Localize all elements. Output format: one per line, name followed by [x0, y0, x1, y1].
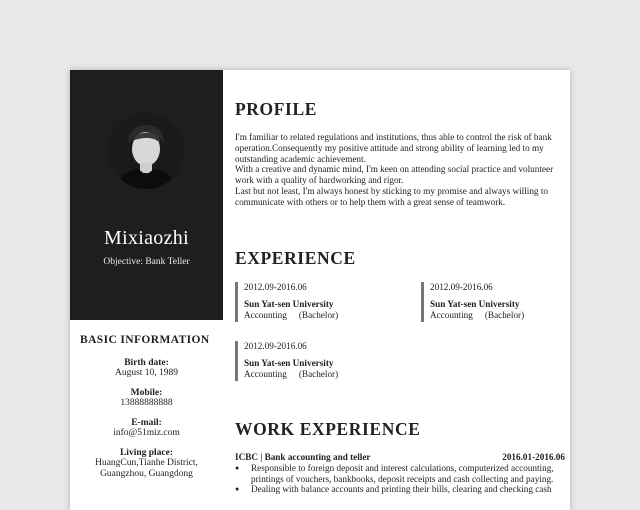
birth-date-label: Birth date: — [124, 358, 169, 368]
profile-text — [235, 132, 565, 208]
experience-degree-type: (Bachelor) — [484, 310, 525, 320]
experience-school: Sun Yat-sen University — [244, 299, 334, 309]
experience-title: EXPERIENCE — [235, 248, 356, 268]
email-label: E-mail: — [131, 418, 162, 428]
experience-degree — [244, 369, 338, 380]
experience-major: Accounting — [244, 369, 287, 379]
email-field — [70, 418, 223, 439]
experience-degree-type: (Bachelor) — [298, 310, 339, 320]
work-duty-item: ● Dealing with balance accounts and printing their bills, clearing and checking cash — [251, 484, 570, 495]
work-duties-list — [235, 463, 570, 495]
resume-page — [70, 70, 570, 510]
experience-degree — [430, 310, 524, 321]
profile-paragraph: With a creative and dynamic mind, I'm keen on attending social practice and volunteer work with a quality of hardworking and rigor. — [235, 164, 554, 186]
work-job-title: ICBC | Bank accounting and teller — [235, 452, 371, 462]
experience-date: 2012.09-2016.06 — [244, 282, 307, 292]
work-duty-item: ● Responsible to foreign deposit and interest calculations, computerized accounting, printings of vouchers, bankbooks, deposit receipts and cash collecting and paying. — [251, 463, 570, 484]
candidate-name: Mixiaozhi — [104, 227, 189, 249]
work-experience-title: WORK EXPERIENCE — [235, 419, 421, 439]
basic-information-section — [70, 320, 223, 480]
work-period: 2016.01-2016.06 — [502, 452, 565, 462]
experience-degree — [244, 310, 338, 321]
mobile-label: Mobile: — [130, 388, 163, 398]
profile-paragraph: Last but not least, I'm always honest by sticking to my promise and always willing to communicate with others or to help them with a great sense of teamwork. — [235, 185, 548, 207]
experience-date: 2012.09-2016.06 — [430, 282, 493, 292]
experience-entry — [235, 341, 338, 381]
living-place-label: Living place: — [119, 448, 174, 458]
birth-date-value: August 10, 1989 — [114, 368, 179, 378]
profile-title: PROFILE — [235, 99, 317, 119]
experience-major: Accounting — [244, 310, 287, 320]
experience-entry — [421, 282, 524, 322]
mobile-field — [70, 388, 223, 409]
living-place-line: HuangCun,Tianhe District, — [95, 458, 198, 468]
experience-major: Accounting — [430, 310, 473, 320]
profile-paragraph: I'm familiar to related regulations and institutions, thus able to control the risk of bank operation.Consequently my positive attitude and strong ability of learning led to my outstanding academic achievement. — [235, 132, 552, 164]
objective-text: Objective: Bank Teller — [103, 257, 190, 267]
work-entry-header — [235, 452, 565, 462]
living-place-line: Guangzhou, Guangdong — [100, 469, 193, 479]
basic-information-title: BASIC INFORMATION — [80, 334, 210, 346]
sidebar-header — [70, 70, 223, 320]
experience-school: Sun Yat-sen University — [430, 299, 520, 309]
experience-school: Sun Yat-sen University — [244, 358, 334, 368]
experience-date: 2012.09-2016.06 — [244, 341, 307, 351]
birth-date-field — [70, 358, 223, 379]
experience-degree-type: (Bachelor) — [298, 369, 339, 379]
mobile-value: 13888888888 — [120, 398, 173, 408]
person-portrait-icon — [108, 113, 184, 189]
living-place-field — [70, 448, 223, 480]
profile-photo — [108, 113, 184, 189]
email-value: info@51miz.com — [113, 428, 180, 438]
experience-entry — [235, 282, 338, 322]
